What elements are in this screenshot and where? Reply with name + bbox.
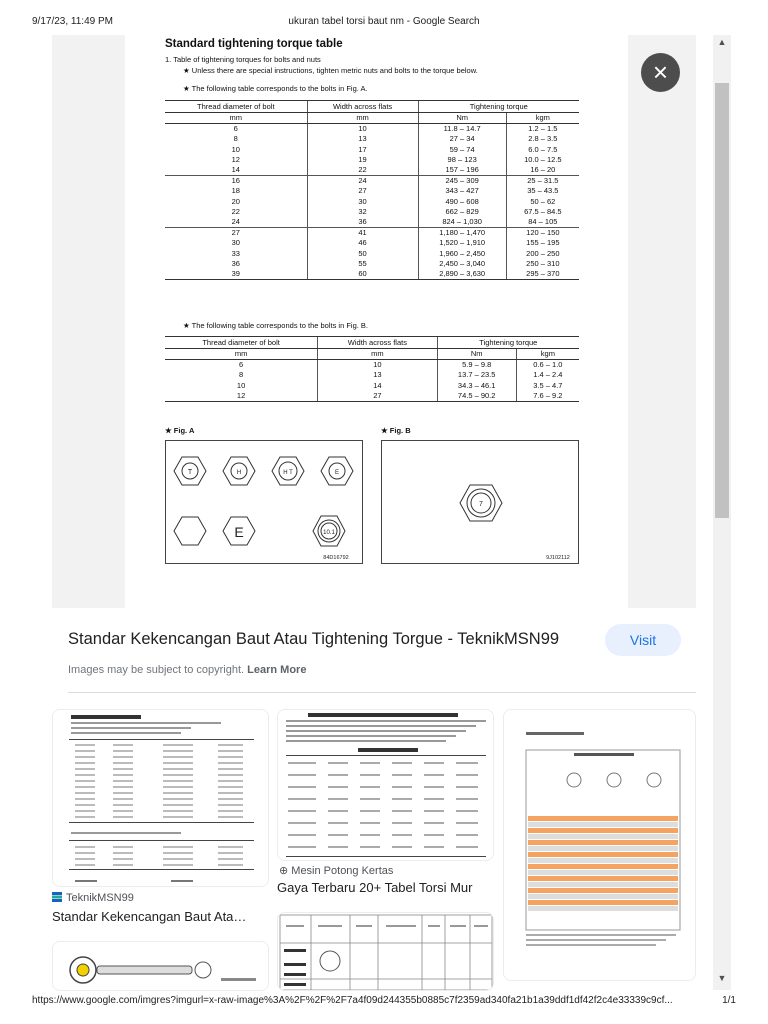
scrollbar[interactable] (713, 35, 731, 990)
thread-diameter-cell: 10 (231, 144, 240, 154)
table-row (165, 134, 579, 144)
table-row (165, 207, 579, 217)
width-across-flats-cell: 24 (307, 176, 418, 187)
scroll-up-arrow-icon[interactable]: ▲ (717, 37, 727, 47)
learn-more-link[interactable]: Learn More (247, 664, 307, 676)
unit-mm: mm (165, 349, 318, 360)
torque-kgm-cell: 2.8 – 3.5 (506, 134, 579, 144)
header-torque: Tightening torque (437, 337, 579, 349)
thread-diameter-cell: 12 (231, 154, 240, 164)
unit-mm: mm (318, 349, 437, 360)
torque-table-b (165, 336, 579, 402)
result-title[interactable]: Standar Kekencangan Baut Atau Tightening Torgue - TeknikMSN99 (68, 630, 560, 648)
unit-kgm: kgm (516, 349, 579, 360)
torque-nm-cell: 74.5 – 90.2 (437, 391, 516, 402)
unit-mm: mm (165, 113, 307, 124)
width-across-flats-cell: 46 (307, 238, 418, 248)
related-thumb-3[interactable] (52, 941, 269, 991)
table-row (165, 259, 579, 269)
width-across-flats-cell: 27 (307, 186, 418, 196)
thread-diameter-cell: 8 (233, 134, 238, 144)
related-thumb-1[interactable] (52, 709, 269, 887)
thread-diameter-cell: 8 (239, 370, 244, 380)
related-source-name-2: Mesin Potong Kertas (291, 865, 394, 877)
related-thumb-5[interactable] (503, 709, 696, 981)
unit-mm: mm (307, 113, 418, 124)
scroll-down-arrow-icon[interactable]: ▼ (717, 973, 727, 983)
copyright-text: Images may be subject to copyright. (68, 664, 245, 676)
related-thumb-2[interactable] (277, 709, 494, 861)
bolt-mark-h: H (236, 470, 242, 476)
width-across-flats-cell: 32 (307, 207, 418, 217)
torque-kgm-cell: 250 – 310 (506, 259, 579, 269)
table-row (165, 228, 579, 239)
thread-diameter-cell: 30 (231, 238, 240, 248)
fig-b-diagram (381, 440, 579, 564)
print-header (0, 16, 768, 30)
torque-kgm-cell: 155 – 195 (506, 238, 579, 248)
thread-diameter-cell: 22 (231, 206, 240, 216)
close-button[interactable]: × (641, 53, 680, 92)
print-page-number: 1/1 (722, 995, 736, 1006)
unit-kgm: kgm (506, 113, 579, 124)
thumb-metric-bolts-image (278, 710, 494, 861)
table-row (165, 391, 579, 402)
table-row (165, 145, 579, 155)
doc-title: Standard tightening torque table (165, 38, 343, 50)
unit-nm: Nm (437, 349, 516, 360)
torque-nm-cell: 13.7 – 23.5 (437, 370, 516, 380)
torque-kgm-cell: 35 – 43.5 (506, 186, 579, 196)
width-across-flats-cell: 17 (307, 145, 418, 155)
thread-diameter-cell: 36 (231, 258, 240, 268)
scrollbar-thumb[interactable] (715, 83, 729, 518)
torque-kgm-cell: 50 – 62 (506, 197, 579, 207)
table-row (165, 269, 579, 280)
bolt-head-b (382, 441, 578, 563)
torque-kgm-cell: 1.2 – 1.5 (506, 124, 579, 135)
globe-icon: ⊕ (279, 865, 292, 877)
visit-button[interactable]: Visit (605, 624, 681, 656)
width-across-flats-cell: 50 (307, 249, 418, 259)
thread-diameter-cell: 39 (165, 269, 307, 280)
width-across-flats-cell: 19 (307, 155, 418, 165)
related-source-2[interactable] (279, 864, 393, 877)
width-across-flats-cell: 41 (307, 228, 418, 239)
teknikmsn99-favicon-icon (52, 892, 62, 902)
header-torque: Tightening torque (418, 101, 579, 113)
torque-kgm-cell: 25 – 31.5 (506, 176, 579, 187)
width-across-flats-cell: 10 (318, 360, 437, 371)
bolt-mark-ht: H T (283, 470, 293, 476)
table-row (165, 165, 579, 176)
width-across-flats-cell: 36 (307, 217, 418, 228)
header-thread: Thread diameter of bolt (165, 101, 307, 113)
width-across-flats-cell: 30 (307, 197, 418, 207)
doc-line-3: ★ The following table corresponds to the bolts in Fig. A. (183, 84, 368, 93)
torque-nm-cell: 34.3 – 46.1 (437, 381, 516, 391)
torque-nm-cell: 5.9 – 9.8 (437, 360, 516, 371)
image-preview-panel (52, 35, 696, 608)
thread-diameter-cell: 12 (165, 391, 318, 402)
torque-nm-cell: 1,960 – 2,450 (418, 249, 506, 259)
torque-kgm-cell: 7.6 – 9.2 (516, 391, 579, 402)
fig-a-label: ★ Fig. A (165, 426, 195, 435)
bolt-mark-e: E (334, 470, 340, 476)
table-row (165, 360, 579, 371)
doc-line-4: ★ The following table corresponds to the bolts in Fig. B. (183, 321, 369, 330)
header-width: Width across flats (307, 101, 418, 113)
thumb-torque-table-image (53, 710, 269, 887)
torque-nm-cell: 59 – 74 (418, 145, 506, 155)
table-row (165, 197, 579, 207)
torque-nm-cell: 1,180 – 1,470 (418, 228, 506, 239)
width-across-flats-cell: 14 (318, 381, 437, 391)
torque-kgm-cell: 16 – 20 (506, 165, 579, 176)
bolt-mark-t: T (187, 469, 193, 476)
fig-a-code: 84D16792 (323, 555, 349, 561)
torque-nm-cell: 98 – 123 (418, 155, 506, 165)
fig-b-code: 9J102112 (546, 555, 570, 561)
thread-diameter-cell: 27 (231, 228, 240, 238)
preview-image[interactable] (125, 35, 628, 608)
bolt-heads-a (166, 441, 362, 563)
thread-diameter-cell: 6 (239, 360, 244, 370)
bolt-mark-7: 7 (479, 501, 483, 508)
thread-diameter-cell: 18 (231, 186, 240, 196)
width-across-flats-cell: 10 (307, 124, 418, 135)
header-thread: Thread diameter of bolt (165, 337, 318, 349)
torque-kgm-cell: 1.4 – 2.4 (516, 370, 579, 380)
width-across-flats-cell: 22 (307, 165, 418, 176)
bolt-mark-e-large: E (234, 524, 244, 540)
torque-nm-cell: 2,450 – 3,040 (418, 259, 506, 269)
torque-nm-cell: 2,890 – 3,630 (418, 269, 506, 280)
doc-line-2: ★ Unless there are special instructions, tighten metric nuts and bolts to the torque below. (183, 66, 478, 75)
torque-nm-cell: 157 – 196 (418, 165, 506, 176)
print-url: https://www.google.com/imgres?imgurl=x-raw-image%3A%2F%2F%2F7a4f09d244355b0885c7f2359ad340fa21b1a39ddf1df42f2c4e33339c9cf... (32, 995, 673, 1006)
thread-diameter-cell: 10 (236, 380, 246, 390)
table-row (165, 176, 579, 187)
divider (68, 692, 696, 693)
torque-nm-cell: 1,520 – 1,910 (418, 238, 506, 248)
table-row (165, 381, 579, 391)
torque-kgm-cell: 120 – 150 (506, 228, 579, 239)
fig-b-label: ★ Fig. B (381, 426, 411, 435)
torque-nm-cell: 490 – 608 (418, 197, 506, 207)
doc-line-1: 1. Table of tightening torques for bolts and nuts (165, 55, 321, 64)
thumb-metric-bolt-torque-chart-image (504, 710, 696, 981)
width-across-flats-cell: 13 (318, 370, 437, 380)
related-source-name-1: TeknikMSN99 (66, 892, 134, 904)
related-source-1[interactable] (52, 892, 134, 904)
torque-kgm-cell: 3.5 – 4.7 (516, 381, 579, 391)
torque-nm-cell: 662 – 829 (418, 207, 506, 217)
thread-diameter-cell: 33 (231, 248, 240, 258)
torque-nm-cell: 343 – 427 (418, 186, 506, 196)
torque-nm-cell: 11.8 – 14.7 (418, 124, 506, 135)
torque-kgm-cell: 200 – 250 (506, 249, 579, 259)
related-thumb-4[interactable] (277, 912, 494, 991)
thread-diameter-cell: 20 (231, 196, 240, 206)
width-across-flats-cell: 27 (318, 391, 437, 402)
fig-a-diagram (165, 440, 363, 564)
torque-nm-cell: 245 – 309 (418, 176, 506, 187)
unit-nm: Nm (418, 113, 506, 124)
torque-table-a (165, 100, 579, 280)
table-row (165, 217, 579, 228)
print-date: 9/17/23, 11:49 PM (32, 16, 113, 27)
table-row (165, 155, 579, 165)
print-page-title: ukuran tabel torsi baut nm - Google Search (288, 16, 480, 27)
width-across-flats-cell: 60 (307, 269, 418, 280)
torque-kgm-cell: 10.0 – 12.5 (506, 155, 579, 165)
torque-nm-cell: 27 – 34 (418, 134, 506, 144)
thread-diameter-cell: 16 (231, 176, 240, 186)
width-across-flats-cell: 55 (307, 259, 418, 269)
thumb-bolt-grade-table-image (278, 913, 494, 991)
torque-kgm-cell: 6.0 – 7.5 (506, 145, 579, 155)
table-row (165, 238, 579, 248)
bolt-mark-10-1: 10.1 (323, 530, 335, 536)
torque-kgm-cell: 0.6 – 1.0 (516, 360, 579, 371)
table-row (165, 370, 579, 380)
torque-kgm-cell: 295 – 370 (506, 269, 579, 280)
header-width: Width across flats (318, 337, 437, 349)
width-across-flats-cell: 13 (307, 134, 418, 144)
thread-diameter-cell: 6 (233, 124, 238, 134)
related-title-1[interactable]: Standar Kekencangan Baut Ata… (52, 909, 247, 924)
thread-diameter-cell: 24 (165, 217, 307, 228)
torque-nm-cell: 824 – 1,030 (418, 217, 506, 228)
thread-diameter-cell: 14 (165, 165, 307, 176)
copyright-notice (68, 664, 306, 676)
table-row (165, 186, 579, 196)
table-row (165, 124, 579, 135)
torque-kgm-cell: 84 – 105 (506, 217, 579, 228)
torque-kgm-cell: 67.5 – 84.5 (506, 207, 579, 217)
table-row (165, 249, 579, 259)
thumb-wrench-image (53, 942, 269, 991)
related-title-2[interactable]: Gaya Terbaru 20+ Tabel Torsi Mur (277, 880, 473, 895)
